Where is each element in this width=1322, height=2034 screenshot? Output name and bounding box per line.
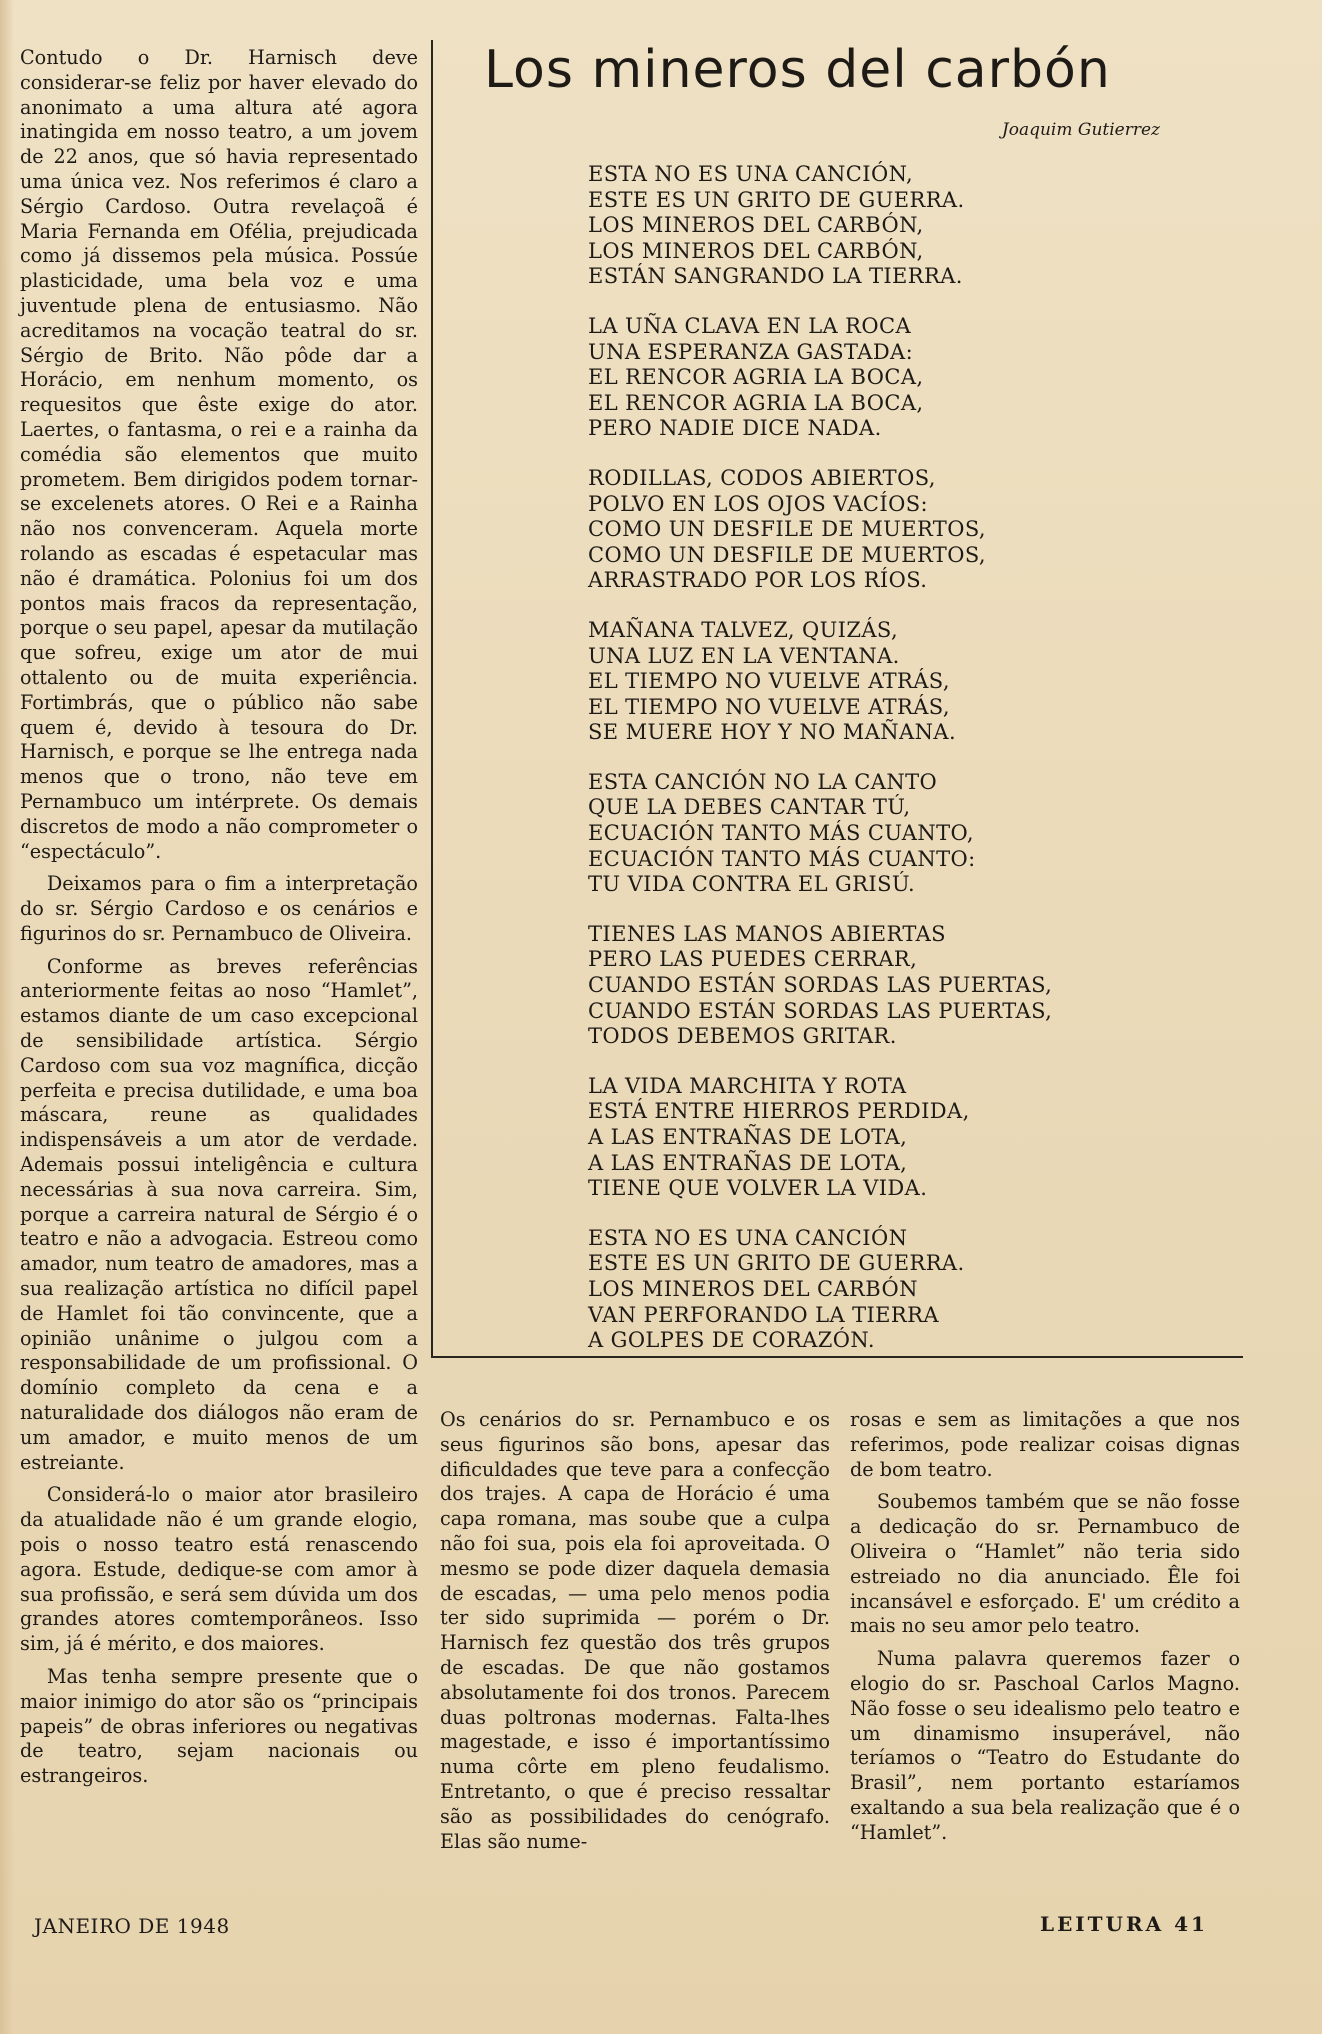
poem-line: LOS MINEROS DEL CARBÓN [588,1276,918,1301]
column-divider-horizontal [433,1356,1243,1358]
page-edge-shadow [0,0,14,2034]
poem-stanza [588,1226,1238,1354]
poem-stanza [588,1074,1238,1202]
poem-line: LA UÑA CLAVA EN LA ROCA [588,313,912,338]
poem-line: LOS MINEROS DEL CARBÓN, [588,213,924,238]
poem-line: A GOLPES DE CORAZÓN. [588,1328,875,1353]
paragraph: Mas tenha sempre presente que o maior inimigo do ator são os “principais papeis” de obras inferiores ou negativas de teatro, sejam nacionais ou estrangeiros. [20,1665,418,1788]
poem-line: TU VIDA CONTRA EL GRISÚ. [588,872,916,897]
column-divider-vertical [431,40,433,1358]
poem-line: QUE LA DEBES CANTAR TÚ, [588,795,911,820]
poem-line: CUANDO ESTÁN SORDAS LAS PUERTAS, [588,973,1053,998]
poem-line: POLVO EN LOS OJOS VACÍOS: [588,491,928,516]
poem-line: ESTÁN SANGRANDO LA TIERRA. [588,264,963,289]
poem-stanza [588,618,1238,746]
poem-stanza [588,162,1238,290]
poem-line: TODOS DEBEMOS GRITAR. [588,1024,897,1049]
poem-line: ARRASTRADO POR LOS RÍOS. [588,568,928,593]
poem-line: EL RENCOR AGRIA LA BOCA, [588,365,924,390]
poem-line: EL RENCOR AGRIA LA BOCA, [588,390,924,415]
poem-line: RODILLAS, CODOS ABIERTOS, [588,465,936,490]
poem-line: LOS MINEROS DEL CARBÓN, [588,238,924,263]
review-middle-column [440,1408,830,1854]
poem-line: ECUACIÓN TANTO MÁS CUANTO: [588,846,976,871]
poem-line: ESTA NO ES UNA CANCIÓN [588,1225,908,1250]
poem-stanza [588,314,1238,442]
poem-author: Joaquim Gutierrez [1001,120,1160,140]
paragraph: rosas e sem as limitações a que nos referimos, pode realizar coisas dignas de bom teatro. [850,1408,1240,1481]
poem-line: LA VIDA MARCHITA Y ROTA [588,1073,907,1098]
poem-line: ESTA CANCIÓN NO LA CANTO [588,769,938,794]
poem-line: TIENES LAS MANOS ABIERTAS [588,921,946,946]
paragraph: Numa palavra queremos fazer o elogio do sr. Paschoal Carlos Magno. Não fosse o seu idealismo pelo teatro e um dinamismo insuperável, não teríamos o “Teatro do Estudante do Brasil”, nem portanto estaríamos exaltando a sua bela realização que é o “Hamlet”. [850,1647,1240,1844]
poem-line: VAN PERFORANDO LA TIERRA [588,1302,939,1327]
poem-line: EL TIEMPO NO VUELVE ATRÁS, [588,694,950,719]
review-left-column [20,46,418,1789]
footer-date: JANEIRO DE 1948 [34,1914,230,1938]
poem-stanza [588,922,1238,1050]
review-right-column [850,1408,1240,1846]
poem-line: PERO NADIE DICE NADA. [588,416,882,441]
poem-line: TIENE QUE VOLVER LA VIDA. [588,1176,928,1201]
poem-line: A LAS ENTRAÑAS DE LOTA, [588,1125,908,1149]
poem-line: A LAS ENTRAÑAS DE LOTA, [588,1150,908,1175]
poem-line: MAÑANA TALVEZ, QUIZÁS, [588,617,899,642]
poem-line: UNA LUZ EN LA VENTANA. [588,643,900,668]
poem-line: COMO UN DESFILE DE MUERTOS, [588,542,986,567]
paragraph: Considerá-lo o maior ator brasileiro da atualidade não é um grande elogio, pois o nosso teatro está renascendo agora. Estude, dedique-se com amor à sua profissão, e será sem dúvida um dos grandes atores comtemporâneos. Isso sim, já é mérito, e dos maiores. [20,1483,418,1656]
poem-stanza [588,770,1238,898]
poem-line: ESTÁ ENTRE HIERROS PERDIDA, [588,1099,970,1124]
poem-line: ESTA NO ES UNA CANCIÓN, [588,162,914,186]
poem-line: CUANDO ESTÁN SORDAS LAS PUERTAS, [588,998,1053,1023]
paragraph: Os cenários do sr. Pernambuco e os seus figurinos são bons, apesar das dificuldades que teve para a confecção dos trajes. A capa de Horácio é uma capa romana, mas soube que a culpa não foi sua, pois ela foi aproveitada. O mesmo se pode dizer daquela demasia de escadas, — uma pelo menos podia ter sido suprimida — porém o Dr. Harnisch fez questão dos três grupos de escadas. De que não gostamos absolutamente foi dos tronos. Parecem duas poltronas modernas. Falta-lhes magestade, e isso é importantíssimo numa côrte em pleno feudalismo. Entretanto, o que é preciso ressaltar são as possibilidades do cenógrafo. Elas são nume- [440,1408,830,1853]
paragraph: Conforme as breves referências anteriormente feitas ao noso “Hamlet”, estamos diante de um caso excepcional de sensibilidade artística. Sérgio Cardoso com sua voz magnífica, dicção perfeita e precisa dutilidade, e uma boa máscara, reune as qualidades indispensáveis a um ator de verdade. Ademais possui inteligência e cultura necessárias à sua nova carreira. Sim, porque a carreira natural de Sérgio é o teatro e não a advogacia. Estreou como amador, num teatro de amadores, mas a sua realização artística no difícil papel de Hamlet foi tão convincente, que a opinião unânime o julgou com a responsabilidade de um profissional. O domínio completo da cena e a naturalidade dos diálogos não eram de um amador, e muito menos de um estreiante. [20,954,418,1474]
paragraph: Soubemos também que se não fosse a dedicação do sr. Pernambuco de Oliveira o “Hamlet” não teria sido estreiado no dia anunciado. Êle foi incansável e esforçado. E' um crédito a mais no seu amor pelo teatro. [850,1490,1240,1638]
poem-line: COMO UN DESFILE DE MUERTOS, [588,517,986,542]
poem-body [588,162,1238,1378]
poem-line: EL TIEMPO NO VUELVE ATRÁS, [588,669,950,694]
poem-line: PERO LAS PUEDES CERRAR, [588,947,918,972]
poem-line: ECUACIÓN TANTO MÁS CUANTO, [588,821,975,846]
poem-title: Los mineros del carbón [484,40,1111,100]
footer-magazine-page: LEITURA 41 [1040,1912,1208,1936]
poem-line: SE MUERE HOY Y NO MAÑANA. [588,720,957,745]
poem-line: ESTE ES UN GRITO DE GUERRA. [588,187,965,212]
paragraph: Deixamos para o fim a interpretação do sr. Sérgio Cardoso e os cenários e figurinos do sr. Pernambuco de Oliveira. [20,872,418,945]
poem-line: UNA ESPERANZA GASTADA: [588,339,914,364]
poem-stanza [588,466,1238,594]
poem-line: ESTE ES UN GRITO DE GUERRA. [588,1251,965,1276]
paragraph: Contudo o Dr. Harnisch deve considerar-se feliz por haver elevado do anonimato a uma altura até agora inatingida em nosso teatro, a um jovem de 22 anos, que só havia representado uma única vez. Nos referimos é claro a Sérgio Cardoso. Outra revelaçoã é Maria Fernanda em Ofélia, prejudicada como já dissemos pela música. Possúe plasticidade, uma bela voz e uma juventude plena de entusiasmo. Não acreditamos na vocação teatral do sr. Sérgio de Brito. Não pôde dar a Horácio, em nenhum momento, os requesitos que êste exige do ator. Laertes, o fantasma, o rei e a rainha da comédia são elementos que muito prometem. Bem dirigidos podem tornar-se excelenets atores. O Rei e a Rainha não nos convenceram. Aquela morte rolando as escadas é espetacular mas não é dramática. Polonius foi um dos pontos mais fracos da representação, porque o seu papel, apesar da mutilação que sofreu, exige um ator de mui ottalento ou de muita experiência. Fortimbrás, que o público não sabe quem é, devido à tesoura do Dr. Harnisch, e porque se lhe entrega nada menos que o trono, não teve em Pernambuco um intérprete. Os demais discretos de modo a não comprometer o “espectáculo”. [20,46,418,863]
